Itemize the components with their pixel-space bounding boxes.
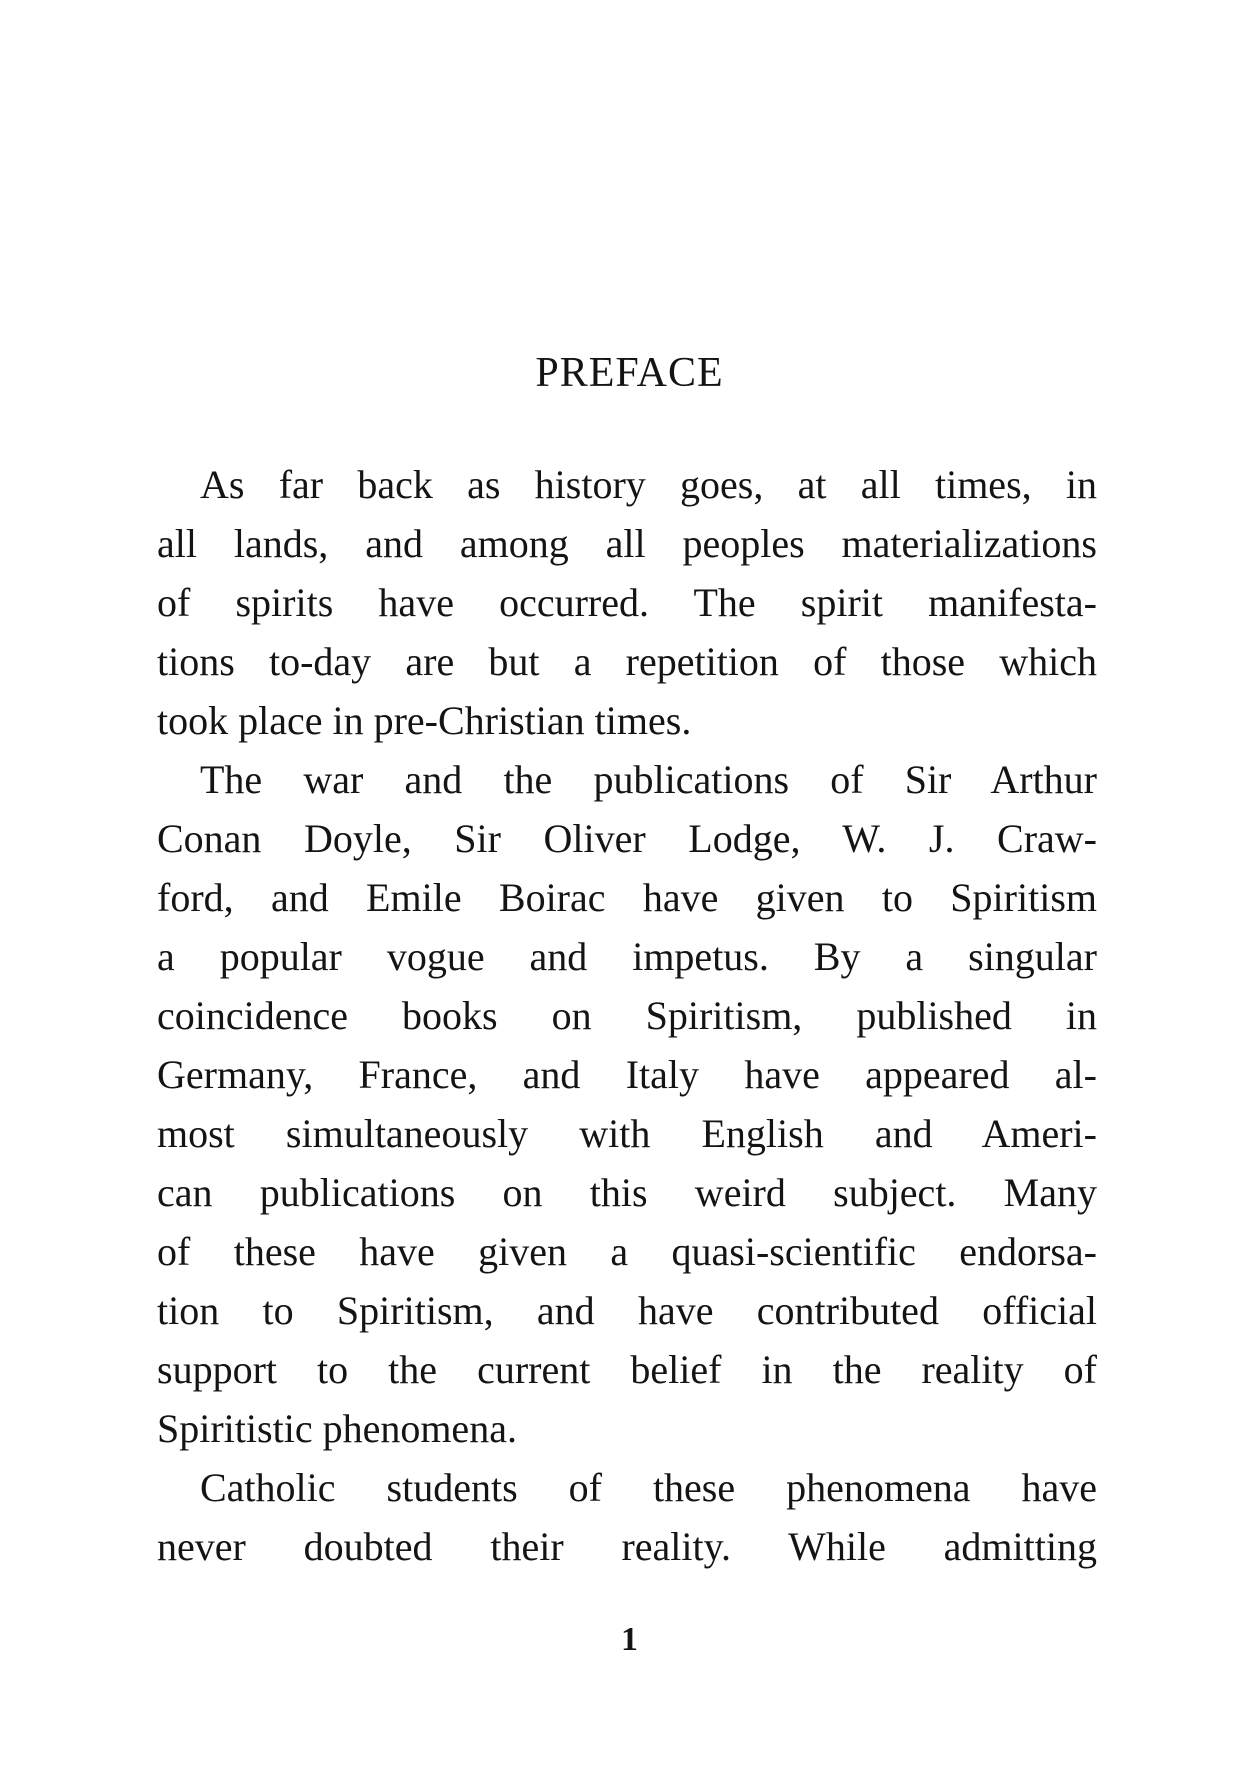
text-line: Conan Doyle, Sir Oliver Lodge, W. J. Craw- xyxy=(157,816,1097,861)
text-line: coincidence books on Spiritism, published in xyxy=(157,993,1097,1038)
text-line: ford, and Emile Boirac have given to Spiritism xyxy=(157,875,1097,920)
text-line: most simultaneously with English and Ameri- xyxy=(157,1111,1097,1156)
text-line: As far back as history goes, at all times, in xyxy=(200,462,1097,507)
text-line: Catholic students of these phenomena have xyxy=(200,1465,1097,1510)
text-line: of spirits have occurred. The spirit manifesta- xyxy=(157,580,1097,625)
text-line: a popular vogue and impetus. By a singular xyxy=(157,934,1097,979)
text-line: Germany, France, and Italy have appeared al- xyxy=(157,1052,1097,1097)
text-line: The war and the publications of Sir Arthur xyxy=(200,757,1097,802)
text-line: tion to Spiritism, and have contributed official xyxy=(157,1288,1097,1333)
preface-body xyxy=(157,455,1097,1576)
text-line: took place in pre-Christian times. xyxy=(157,698,692,743)
text-line: Spiritistic phenomena. xyxy=(157,1406,517,1451)
text-line: support to the current belief in the reality of xyxy=(157,1347,1097,1392)
page-number: 1 xyxy=(621,1621,638,1658)
text-line: can publications on this weird subject. Many xyxy=(157,1170,1097,1215)
text-line: of these have given a quasi-scientific endorsa- xyxy=(157,1229,1097,1274)
page-title: PREFACE xyxy=(535,350,724,396)
text-line: tions to-day are but a repetition of those which xyxy=(157,639,1097,684)
text-line: never doubted their reality. While admitting xyxy=(157,1524,1097,1569)
text-line: all lands, and among all peoples materializations xyxy=(157,521,1097,566)
